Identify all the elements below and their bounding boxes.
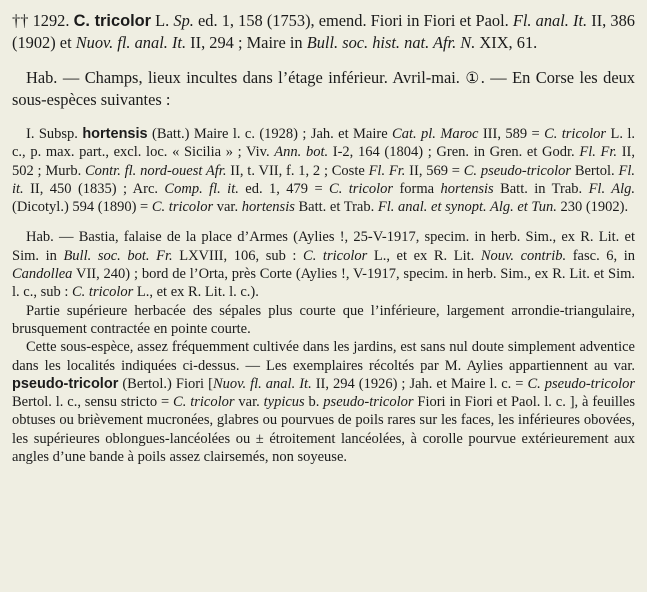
locality-ref: Bull. soc. bot. Fr. bbox=[63, 247, 173, 264]
notes-text: var. bbox=[234, 394, 264, 411]
subsp-text: III, 589 = bbox=[478, 126, 545, 142]
subsp-text: (Dicotyl.) 594 (1890) = bbox=[12, 199, 152, 216]
locality-text: fasc. 6, in bbox=[566, 247, 636, 264]
subsp-text: I. Subsp. bbox=[26, 126, 83, 142]
notes-ref: Nuov. fl. anal. It. bbox=[212, 375, 312, 392]
notes-text: Cette sous-espèce, assez fréquemment cultivée dans les jardins, est sans nul doute simplement adventice dans les localités indiquées ci-dessus. — Les exemplaires récoltés par M. Aylies appartiennent au var. bbox=[12, 339, 635, 374]
citation-title: Nuov. fl. anal. It. bbox=[75, 33, 187, 52]
subsp-text: Batt. in Trab. bbox=[493, 180, 589, 197]
citation-text: ed. 1, 158 (1753), emend. Fiori in Fiori et Paol. bbox=[193, 11, 513, 30]
locality-ref: Candollea bbox=[12, 266, 73, 283]
citation-title: Fl. anal. It. bbox=[512, 11, 588, 30]
subsp-ref: Ann. bot. bbox=[274, 144, 329, 161]
locality-text: L., et ex R. Lit. l. c.). bbox=[133, 284, 259, 301]
subsp-ref: Contr. fl. nord-ouest Afr. bbox=[84, 162, 227, 179]
habitat-paragraph bbox=[12, 67, 635, 111]
locality-text: LXVIII, 106, sub : bbox=[172, 247, 304, 264]
dagger-mark: †† bbox=[12, 11, 29, 30]
subsp-text: var. bbox=[213, 199, 242, 216]
notes-text: b. bbox=[304, 394, 324, 411]
subsp-ref: Cat. pl. Maroc bbox=[392, 126, 479, 142]
notes-ref: pseudo-tricolor bbox=[323, 394, 414, 411]
subsp-ref: C. pseudo-tricolor bbox=[463, 162, 572, 179]
description-paragraph: Partie supérieure herbacée des sépales plus courte que l’inférieure, largement arrondie-triangulaire, brusquement contractée en pointe courte. bbox=[12, 302, 635, 337]
locality-text: VII, 240) ; bord de l’Orta, près Corte (Aylies !, V-1917, specim. in herb. Sim., ex R. Lit. et Sim. l. c., sub : bbox=[12, 266, 635, 301]
subsp-ref: C. tricolor bbox=[544, 126, 607, 142]
subsp-ref: C. tricolor bbox=[151, 199, 214, 216]
habitat-text: . — En Corse les deux sous-espèces suivantes : bbox=[12, 68, 636, 109]
subsp-text: II, 450 (1835) ; Arc. bbox=[23, 180, 165, 197]
subsp-text: ed. 1, 479 = bbox=[238, 180, 330, 197]
subsp-ref: hortensis bbox=[440, 180, 494, 197]
locality-ref: C. tricolor bbox=[303, 247, 368, 264]
species-entry bbox=[12, 10, 635, 54]
citation-title: Bull. soc. hist. nat. Afr. N. bbox=[306, 33, 476, 52]
subsp-ref: Fl. it. bbox=[12, 162, 635, 197]
notes-paragraph bbox=[12, 338, 635, 466]
subsp-text: II, 569 = bbox=[405, 162, 464, 179]
subsp-ref: Fl. Alg. bbox=[588, 180, 635, 197]
notes-ref: typicus bbox=[263, 394, 305, 411]
notes-text: étroitement lancéolées, à corolle pourvue extérieurement aux angles d’une bande à poils assez clairsemés, non soyeuse. bbox=[12, 430, 635, 466]
subsp-text: Bertol. bbox=[571, 162, 619, 179]
entry-number: 1292. bbox=[32, 11, 70, 30]
locality-ref: C. tricolor bbox=[72, 284, 134, 301]
subspecies-name: hortensis bbox=[82, 126, 148, 142]
subsp-ref: Fl. anal. et synopt. Alg. et Tun. bbox=[377, 199, 557, 216]
locality-text: L., et ex R. Lit. bbox=[367, 247, 481, 264]
citation-text: II, 294 ; Maire in bbox=[186, 33, 307, 52]
subsp-text: (Batt.) Maire l. c. (1928) ; Jah. et Maire bbox=[147, 126, 393, 142]
subsp-text: L. l. c., p. max. part., excl. loc. « Sicilia » ; Viv. bbox=[12, 126, 635, 161]
notes-ref: C. pseudo-tricolor bbox=[527, 375, 635, 392]
citation-text: XIX, 61. bbox=[475, 33, 538, 52]
variety-name: pseudo-tricolor bbox=[12, 375, 119, 392]
locality-text: Hab. — Bastia, falaise de la place d’Armes (Aylies !, 25-V-1917, specim. in herb. Sim., ex R. Lit. et Sim. in bbox=[12, 229, 635, 264]
plus-minus-symbol: ± bbox=[255, 430, 264, 447]
citation-title: Sp. bbox=[173, 11, 194, 30]
notes-text: (Bertol.) Fiori [ bbox=[118, 375, 213, 392]
species-name: C. tricolor bbox=[73, 12, 152, 30]
locality-ref: Nouv. contrib. bbox=[480, 247, 567, 264]
notes-text: Bertol. l. c., sensu stricto = bbox=[12, 394, 174, 411]
annual-symbol: ① bbox=[465, 69, 481, 87]
notes-text: Fiori in Fiori et Paol. l. c. ], à feuilles obtuses ou brièvement mucronées, glabres ou pourvues de poils rares sur les faces, les inférieures obovées, les supérieures oblongues-lancéolées ou bbox=[12, 394, 635, 447]
subsp-text: forma bbox=[393, 180, 441, 197]
citation-text: II, 386 (1902) et bbox=[12, 11, 635, 52]
subsp-ref: hortensis bbox=[241, 199, 295, 216]
habitat-text: Hab. — Champs, lieux incultes dans l’étage inférieur. Avril-mai. bbox=[26, 68, 466, 87]
subsp-ref: Fl. Fr. bbox=[579, 144, 618, 161]
subsp-text: II, t. VII, f. 1, 2 ; Coste bbox=[226, 162, 369, 179]
subsp-ref: C. tricolor bbox=[329, 180, 394, 197]
citation-text: L. bbox=[151, 11, 174, 30]
subspecies-paragraph bbox=[12, 125, 635, 216]
subsp-ref: Fl. Fr. bbox=[368, 162, 406, 179]
subsp-ref: Comp. fl. it. bbox=[164, 180, 239, 197]
subsp-text: 230 (1902). bbox=[556, 199, 629, 216]
notes-ref: C. tricolor bbox=[173, 394, 235, 411]
notes-text: II, 294 (1926) ; Jah. et Maire l. c. = bbox=[311, 375, 528, 392]
subsp-text: Batt. et Trab. bbox=[294, 199, 378, 216]
subsp-text: I-2, 164 (1804) ; Gren. in Gren. et Godr. bbox=[328, 144, 580, 161]
locality-paragraph bbox=[12, 228, 635, 301]
subsp-text: II, 502 ; Murb. bbox=[12, 144, 636, 179]
